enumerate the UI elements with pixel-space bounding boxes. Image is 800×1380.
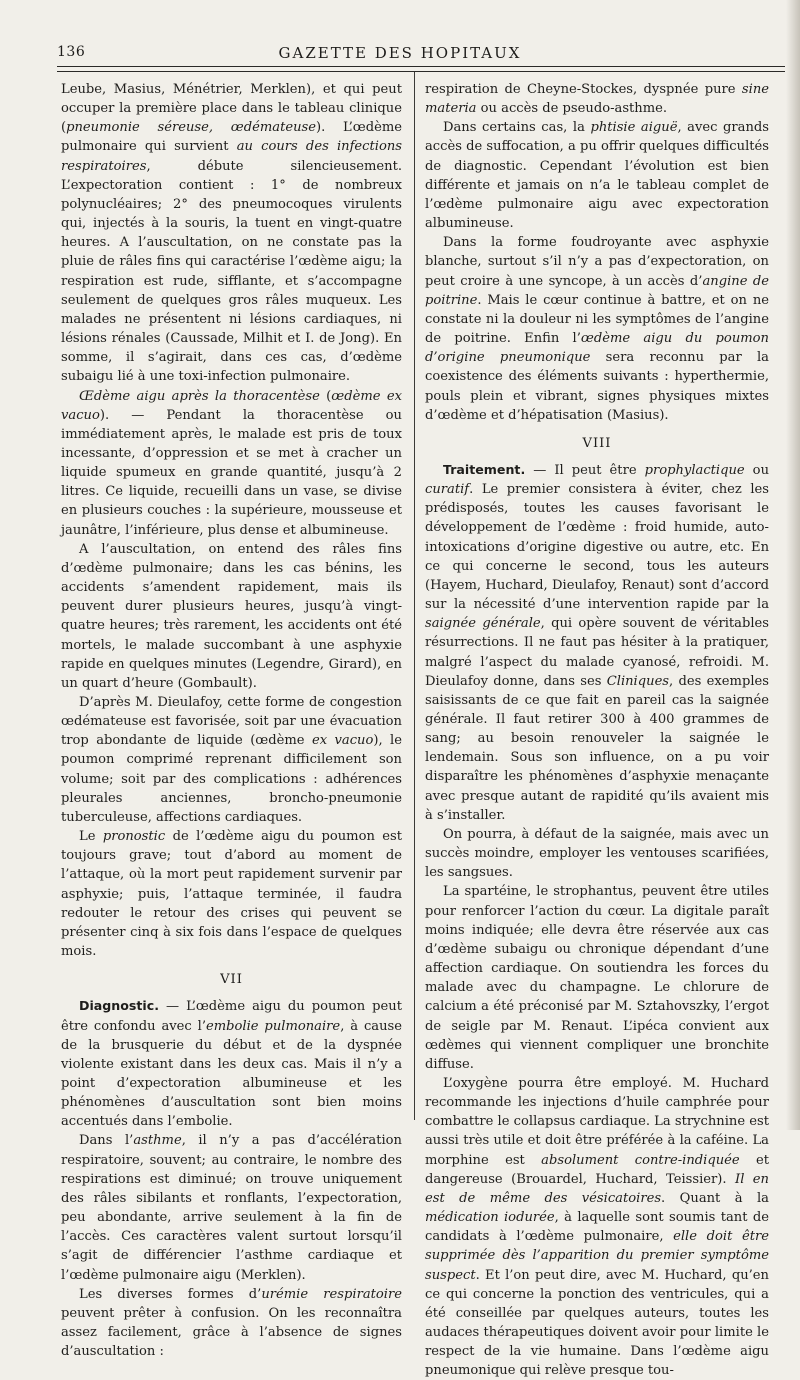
paragraph: Œdème aigu après la thoracentèse (œdème ex vacuo). — Pendant la thoracentèse ou immédiatement après, le malade est pris de toux incessante, d’oppression et se met à cracher un liquide spumeux en grande quantité, jusqu’à 2 litres. Ce liquide, recueilli dans un vase, se divise en plusieurs couches : la supérieure, mousseuse et jaunâtre, l’inférieure, plus dense et albumineuse. xyxy=(61,388,402,538)
paragraph: Dans certains cas, la phtisie aiguë, avec grands accès de suffocation, a pu offrir quelques difficultés de diagnostic. Cependant l’évolution est bien différente et jamais on n’a le tableau complet de l’œdème pulmonaire aigu avec expectoration albumineuse. xyxy=(425,120,769,232)
paragraph: D’après M. Dieulafoy, cette forme de congestion œdémateuse est favorisée, soit par une évacuation trop abondante de liquide (œdème ex vacuo), le poumon comprimé reprenant difficilement son volume; soit par des complications : adhérences pleurales anciennes, broncho-pneumonie tuberculeuse, affections cardiaques. xyxy=(61,695,402,825)
paragraph: Dans l’asthme, il n’y a pas d’accélération respiratoire, souvent; au contraire, le nombre des respirations est diminué; on trouve uniquement des râles sibilants et ronflants, l’expectoration, peu abondante, arrive seulement à la fin de l’accès. Ces caractères valent surtout lorsqu’il s’agit de différencier l’asthme cardiaque et l’œdème pulmonaire aigu (Merklen). xyxy=(61,1133,402,1283)
right-column xyxy=(425,80,769,1380)
page-edge-shadow xyxy=(786,0,800,1130)
column-divider xyxy=(414,72,415,1120)
page-number: 136 xyxy=(57,44,86,60)
header-rule-top xyxy=(57,66,785,67)
section-heading-viii: VIII xyxy=(582,435,612,451)
section-title-traitement: Traitement. xyxy=(443,461,526,477)
paragraph: La spartéine, le strophantus, peuvent être utiles pour renforcer l’action du cœur. La digitale paraît moins indiquée; elle devra être réservée aux cas d’œdème subaigu ou chronique dépendant d’une affection cardiaque. On soutiendra les forces du malade avec du champagne. Le chlorure de calcium a été préconisé par M. Sztahovszky, l’ergot de seigle par M. Renaut. L’ipéca convient aux œdèmes qui viennent compliquer une bronchite diffuse. xyxy=(425,884,769,1072)
paragraph: Traitement. — Il peut être prophylactique ou curatif. Le premier consistera à éviter, chez les prédisposés, toutes les causes favorisant le développement de l’œdème : froid humide, auto-intoxications d’origine digestive ou autre, etc. En ce qui concerne le second, tous les auteurs (Hayem, Huchard, Dieulafoy, Renaut) sont d’accord sur la nécessité d’une intervention rapide par la saignée générale, qui opère souvent de véritables résurrections. Il ne faut pas hésiter à la pratiquer, malgré l’aspect du malade cyanosé, refroidi. M. Dieulafoy donne, dans ses Cliniques, des exemples saisissants de ce que fait en pareil cas la saignée générale. Il faut retirer 300 à 400 grammes de sang; au besoin renouveler la saignée le lendemain. Sous son influence, on a pu voir disparaître les phénomènes d’asphyxie menaçante avec presque autant de rapidité qu’ils avaient mis à s’installer. xyxy=(425,461,769,823)
section-heading-vii: VII xyxy=(220,972,243,988)
paragraph: On pourra, à défaut de la saignée, mais avec un succès moindre, employer les ventouses scarifiées, les sangsues. xyxy=(425,826,769,881)
left-column xyxy=(61,80,402,1361)
paragraph: L’oxygène pourra être employé. M. Huchard recommande les injections d’huile camphrée pour combattre le collapsus cardiaque. La strychnine est aussi très utile et doit être préférée à la caféine. La morphine est absolument contre-indiquée et dangereuse (Brouardel, Huchard, Teissier). Il en est de même des vésicatoires. Quant à la médication iodurée, à laquelle sont soumis tant de candidats à l’œdème pulmonaire, elle doit être supprimée dès l’apparition du premier symptôme suspect. Et l’on peut dire, avec M. Huchard, qu’en ce qui concerne la ponction des ventricules, qui a été conseillée par quelques auteurs, toutes les audaces thérapeutiques doivent avoir pour limite le respect de la vie humaine. Dans l’œdème aigu pneumonique qui relève presque tou- xyxy=(425,1075,769,1379)
paragraph: Les diverses formes d’urémie respiratoire peuvent prêter à confusion. On les reconnaîtra assez facilement, grâce à l’absence de signes d’auscultation : xyxy=(61,1286,402,1360)
header-rule-bottom xyxy=(57,71,785,72)
paragraph: Leube, Masius, Ménétrier, Merklen), et qui peut occuper la première place dans le tableau clinique (pneumonie séreuse, œdémateuse). L’œdème pulmonaire qui survient au cours des infections respiratoires, débute silencieusement. L’expectoration contient : 1° de nombreux polynucléaires; 2° des pneumocoques virulents qui, injectés à la souris, la tuent en vingt-quatre heures. A l’auscultation, on ne constate pas la pluie de râles fins qui caractérise l’œdème aigu; la respiration est rude, sifflante, et s’accompagne seulement de quelques gros râles muqueux. Les malades ne présentent ni lésions cardiaques, ni lésions rénales (Caussade, Milhit et I. de Jong). En somme, il s’agirait, dans ces cas, d’œdème subaigu lié à une toxi-infection pulmonaire. xyxy=(61,82,402,385)
section-title-diagnostic: Diagnostic. xyxy=(79,998,159,1014)
paragraph: respiration de Cheyne-Stockes, dyspnée pure sine materia ou accès de pseudo-asthme. xyxy=(425,82,769,117)
paragraph: Dans la forme foudroyante avec asphyxie blanche, surtout s’il n’y a pas d’expectoration, on peut croire à une syncope, à un accès d’angine de poitrine. Mais le cœur continue à battre, et on ne constate ni la douleur ni les symptômes de l’angine de poitrine. Enfin l’œdème aigu du poumon d’origine pneumonique sera reconnu par la coexistence des éléments suivants : hyperthermie, pouls plein et vibrant, signes physiques mixtes d’œdème et d’hépatisation (Masius). xyxy=(425,235,769,423)
paragraph: A l’auscultation, on entend des râles fins d’œdème pulmonaire; dans les cas bénins, les accidents s’amendent rapidement, mais ils peuvent durer plusieurs heures, jusqu’à vingt-quatre heures; très rarement, les accidents ont été mortels, le malade succombant à une asphyxie rapide en quelques minutes (Legendre, Girard), en un quart d’heure (Gombault). xyxy=(61,541,402,691)
paragraph: Le pronostic de l’œdème aigu du poumon est toujours grave; tout d’abord au moment de l’attaque, où la mort peut rapidement survenir par asphyxie; puis, l’attaque terminée, il faudra redouter le retour des crises qui peuvent se présenter cinq à six fois dans l’espace de quelques mois. xyxy=(61,829,403,960)
journal-title: GAZETTE DES HOPITAUX xyxy=(278,44,522,62)
paragraph: Diagnostic. — L’œdème aigu du poumon peut être confondu avec l’embolie pulmonaire, à cause de la brusquerie du début et de la dyspnée violente existant dans les deux cas. Mais il n’y a point d’expectoration albumineuse et les phénomènes d’auscultation sont bien moins accentués dans l’embolie. xyxy=(61,998,402,1130)
